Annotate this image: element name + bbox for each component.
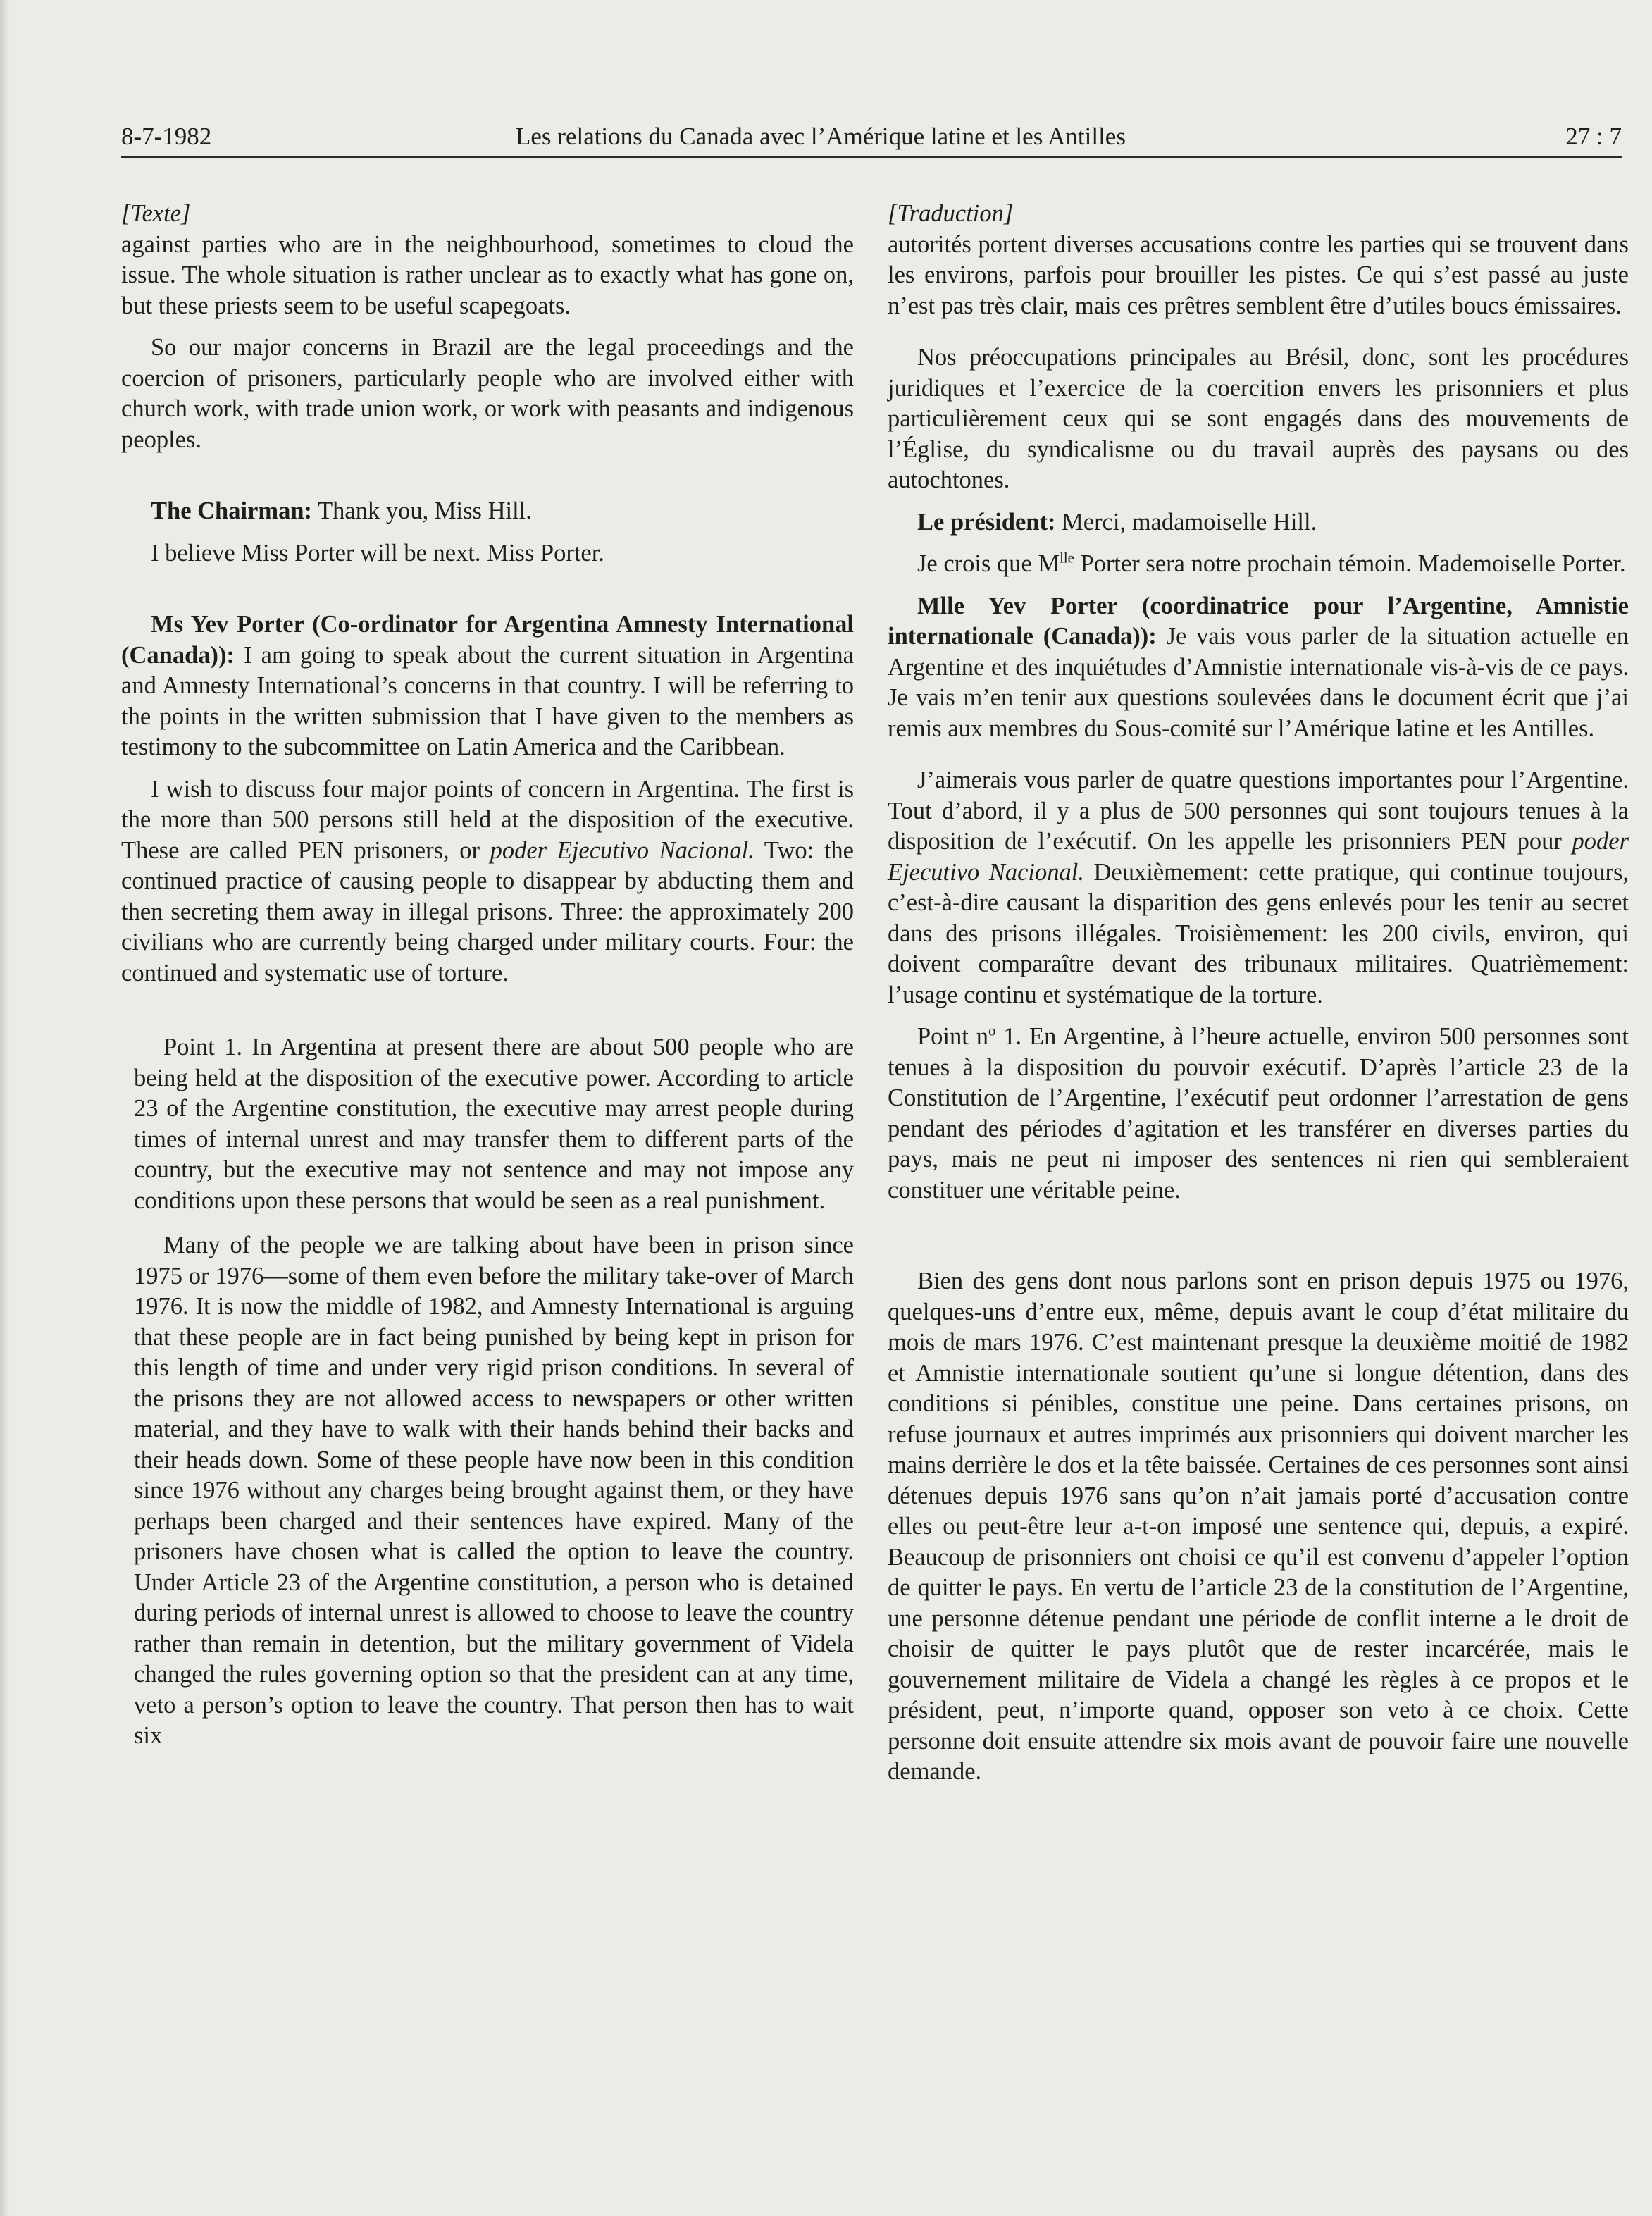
paragraph: autorités portent diverses accusations contre les parties qui se trouvent dans les environs, parfois pour brouiller les pistes. Ce qui s’est passé au juste n’est pas très clair, mais ces prêtres semblent être d’utiles boucs émissaires.	[888, 230, 1629, 319]
paragraph: So our major concerns in Brazil are the legal proceedings and the coercion of prisoners, particularly people who are involved either with church work, with trade union work, or work with peasants and indigenous peoples.	[121, 334, 854, 453]
speaker-paragraph	[888, 507, 1629, 538]
speech-text: Je vais vous parler de la situation actuelle en Argentine et des inquiétudes d’Amnistie internationale vis-à-vis de ce pays. Je vais m’en tenir aux questions soulevées dans le document écrit que j’ai remis aux membres du Sous-comité sur l’Amérique latine et les Antilles.	[888, 623, 1629, 742]
speaker-paragraph	[121, 609, 854, 763]
header-title: Les relations du Canada avec l’Amérique latine et les Antilles	[516, 123, 1126, 150]
text-run: Je crois que M	[917, 550, 1060, 577]
superscript: lle	[1060, 550, 1074, 567]
speaker-name: Ms Yev Porter (Co-ordinator for Argentina Amnesty International (Canada)):	[121, 611, 854, 669]
superscript: o	[988, 1023, 996, 1039]
speech-text: I am going to speak about the current situation in Argentina and Amnesty International’s concerns in that country. I will be referring to the points in the written submission that I have given to the members as testimony to the subcommittee on Latin America and the Caribbean.	[121, 641, 854, 760]
text-run: Point n	[917, 1023, 988, 1050]
speaker-paragraph	[121, 496, 854, 527]
paragraph: Bien des gens dont nous parlons sont en prison depuis 1975 ou 1976, quelques-uns d’entre eux, même, depuis avant le coup d’état militaire du mois de mars 1976. C’est maintenant presque la deuxième moitié de 1982 et Amnistie internationale soutient qu’une si longue détention, dans des conditions si pénibles, constitue une peine. Dans certaines prisons, on refuse journaux et autres imprimés aux prisonniers qui doivent marcher les mains derrière le dos et la tête baissée. Certaines de ces personnes sont ainsi détenues depuis 1976 sans qu’on n’ait jamais porté d’accusation contre elles ou peut-être leur a-t-on imposé une sentence qui, depuis, a expiré. Beaucoup de prisonniers ont choisi ce qu’il est convenu d’appeler l’option de quitter le pays. En vertu de l’article 23 de la constitution de l’Argentine, une personne détenue pendant une période de conflit interne a le droit de choisir de quitter le pays plutôt que de rester incarcérée, mais le gouvernement militaire de Videla a changé les règles à ce propos et le président, peut, n’importe quand, opposer son veto à ce choix. Cette personne doit ensuite attendre six mois avant de pouvoir faire une nouvelle demande.	[888, 1268, 1629, 1785]
text-run: I wish to discuss four major points of concern in Argentina. The first is the more than 500 persons still held at the disposition of the executive. These are called PEN prisoners, or	[121, 775, 854, 864]
paragraph: Nos préoccupations principales au Brésil, donc, sont les procédures juridiques et l’exercice de la coercition envers les prisonniers et plus particulièrement ceux qui se sont engagés dans des mouvements de l’Église, du syndicalisme ou du travail auprès des paysans ou des autochtones.	[888, 344, 1629, 493]
speaker-name: Mlle Yev Porter (coordinatrice pour l’Argentine, Amnistie internationale (Canada)):	[888, 592, 1629, 650]
header-date: 8-7-1982	[121, 123, 212, 150]
speech-text: Merci, madamoiselle Hill.	[1055, 508, 1317, 536]
paragraph	[888, 1022, 1629, 1206]
text-run: Two: the continued practice of causing people to disappear by abducting them and then secreting them away in illegal prisons. Three: the approximately 200 civilians who are currently being charged under military courts. Four: the continued and systematic use of torture.	[121, 836, 854, 986]
paragraph: against parties who are in the neighbourhood, sometimes to cloud the issue. The whole situation is rather unclear as to exactly what has gone on, but these priests seem to be useful scapegoats.	[121, 230, 854, 319]
text-label: [Texte]	[121, 200, 191, 227]
italic-term: poder Ejecutivo Nacional.	[888, 828, 1629, 886]
paragraph: Point 1. In Argentina at present there are about 500 people who are being held at the disposition of the executive power. According to article 23 of the Argentine constitution, the executive may arrest people during times of internal unrest and may transfer them to different parts of the country, but the executive may not sentence and may not impose any conditions upon these persons that would be seen as a real punishment.	[134, 1034, 854, 1214]
speaker-name: Le président:	[917, 508, 1056, 536]
page-edge	[0, 0, 10, 2216]
paragraph	[121, 774, 854, 989]
french-column	[888, 199, 1629, 2031]
text-run: Deuxièmement: cette pratique, qui continue toujours, c’est-à-dire causant la disparition des gens enlevés pour les tenir au secret dans des prisons illégales. Troisièmement: les 200 civils, environ, qui doivent comparaître devant des tribunaux militaires. Quatrièmement: l’usage continu et systématique de la torture.	[888, 858, 1629, 1008]
speaker-name: The Chairman:	[151, 497, 313, 524]
italic-term: poder Ejecutivo Nacional.	[490, 836, 754, 864]
paragraph: Many of the people we are talking about have been in prison since 1975 or 1976—some of them even before the military take-over of March 1976. It is now the middle of 1982, and Amnesty International is arguing that these people are in fact being punished by being kept in prison for this length of time and under very rigid prison conditions. In several of the prisons they are not allowed access to newspapers or other written material, and they have to walk with their hands behind their backs and their heads down. Some of these people have now been in this condition since 1976 without any charges being brought against them, or they have perhaps been charged and their sentences have expired. Many of the prisoners have chosen what is called the option to leave the country. Under Article 23 of the Argentine constitution, a person who is detained during periods of internal unrest is allowed to choose to leave the country rather than remain in detention, but the military government of Videla changed the rules governing option so that the president can at any time, veto a person’s option to leave the country. That person then has to wait six	[134, 1232, 854, 1749]
speaker-paragraph	[888, 591, 1629, 745]
paragraph: I believe Miss Porter will be next. Miss Porter.	[151, 539, 604, 567]
speech-text: Thank you, Miss Hill.	[312, 497, 532, 524]
translation-label: [Traduction]	[888, 200, 1014, 227]
running-header	[121, 120, 1622, 158]
text-run: J’aimerais vous parler de quatre questions importantes pour l’Argentine. Tout d’abord, il y a plus de 500 personnes qui sont toujours tenues à la disposition de l’exécutif. On les appelle les prisonniers PEN pour	[888, 767, 1629, 855]
text-run: Porter sera notre prochain témoin. Mademoiselle Porter.	[1074, 550, 1626, 577]
text-run: 1. En Argentine, à l’heure actuelle, environ 500 personnes sont tenues à la disposition du pouvoir exécutif. D’après l’article 23 de la Constitution de l’Argentine, l’exécutif peut ordonner l’arrestation de gens pendant des périodes d’agitation et les transférer en diverses parties du pays, mais ne peut ni imposer des sentences ni rien qui sembleraient constituer une véritable peine.	[888, 1023, 1629, 1203]
paragraph	[888, 549, 1629, 580]
header-page-number: 27 : 7	[1565, 123, 1622, 150]
english-column	[121, 199, 854, 2031]
paragraph	[888, 765, 1629, 1010]
